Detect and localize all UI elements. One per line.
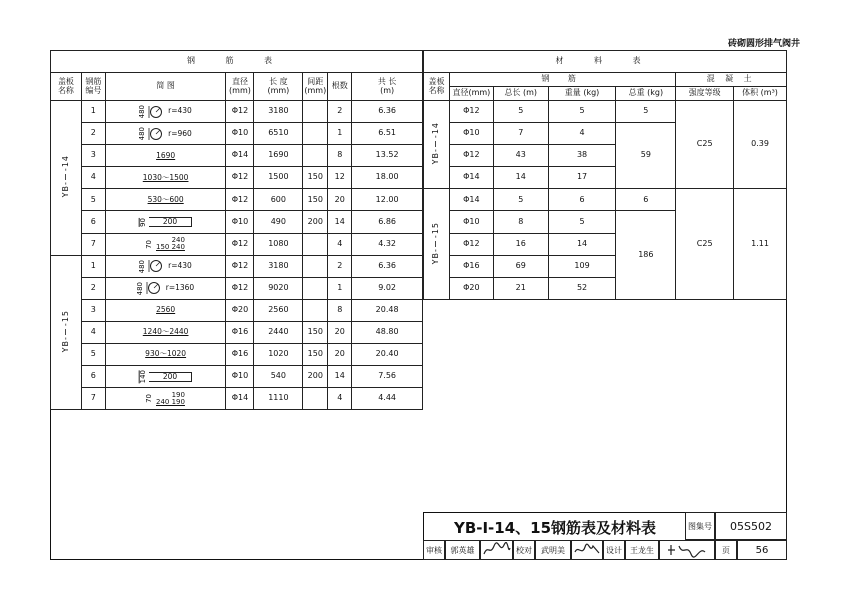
rebar-sketch-cell bbox=[105, 189, 226, 211]
mat-dia-cell: Φ12 bbox=[449, 101, 493, 123]
rebar-sketch bbox=[106, 370, 226, 383]
rebar-spacing-cell: 200 bbox=[303, 366, 328, 388]
mat-dia-cell: Φ12 bbox=[449, 145, 493, 167]
rebar-sketch-cell bbox=[105, 366, 226, 388]
mat-grade-cell: C25 bbox=[676, 101, 734, 189]
rebar-row bbox=[51, 299, 423, 321]
rebar-sketch-cell bbox=[105, 233, 226, 255]
title-block bbox=[423, 512, 787, 560]
rebar-count-cell: 4 bbox=[328, 233, 352, 255]
sketch-top-label: 240 bbox=[171, 236, 185, 245]
sketch-height-label: 480 bbox=[138, 126, 147, 141]
rebar-total-cell: 4.32 bbox=[352, 233, 423, 255]
mat-dia-cell: Φ12 bbox=[449, 233, 493, 255]
sketch-radius-label: r=430 bbox=[168, 106, 192, 116]
rebar-row bbox=[51, 255, 423, 277]
rebar-sketch-cell bbox=[105, 344, 226, 366]
mat-hdr-concrete: 混 凝 土 bbox=[676, 73, 787, 87]
rebar-no-cell: 6 bbox=[81, 366, 105, 388]
hdr-total: 共 长 (m) bbox=[352, 73, 423, 101]
mat-len-cell: 14 bbox=[493, 167, 548, 189]
rebar-count-cell: 14 bbox=[328, 366, 352, 388]
sketch-leg-label: 70 bbox=[145, 239, 154, 249]
rebar-len-cell: 1690 bbox=[254, 145, 303, 167]
rebar-spacing-cell: 150 bbox=[303, 344, 328, 366]
rebar-spacing-cell bbox=[303, 123, 328, 145]
mat-hdr-weight: 重量 (kg) bbox=[548, 87, 616, 101]
rebar-sketch bbox=[106, 174, 226, 182]
rebar-no-cell: 5 bbox=[81, 189, 105, 211]
mat-len-cell: 7 bbox=[493, 123, 548, 145]
rebar-row bbox=[51, 211, 423, 233]
mat-weight-cell: 4 bbox=[548, 123, 616, 145]
rebar-len-cell: 1020 bbox=[254, 344, 303, 366]
rebar-count-cell: 20 bbox=[328, 189, 352, 211]
rebar-sketch-cell bbox=[105, 321, 226, 343]
sketch-leg-label: 70 bbox=[145, 394, 154, 404]
rebar-sketch bbox=[106, 306, 226, 314]
rebar-spacing-cell bbox=[303, 145, 328, 167]
sketch-length-label: 1240～2440 bbox=[142, 327, 189, 337]
mat-dia-cell: Φ20 bbox=[449, 277, 493, 299]
rebar-no-cell: 6 bbox=[81, 211, 105, 233]
rebar-sketch-cell bbox=[105, 101, 226, 123]
mat-dia-cell: Φ14 bbox=[449, 167, 493, 189]
sketch-length-label: 200 bbox=[149, 372, 192, 382]
corner-title: 砖砌圆形排气阀井 bbox=[727, 39, 800, 49]
mat-hdr-slab: 盖板 名称 bbox=[424, 73, 450, 101]
rebar-dia-cell: Φ12 bbox=[226, 189, 254, 211]
rebar-count-cell: 20 bbox=[328, 321, 352, 343]
rebar-sketch-cell bbox=[105, 388, 226, 410]
rebar-len-cell: 1110 bbox=[254, 388, 303, 410]
mat-grade-cell: C25 bbox=[676, 189, 734, 299]
sketch-length-label: 930～1020 bbox=[145, 349, 187, 359]
rebar-sketch bbox=[106, 196, 226, 204]
rebar-dia-cell: Φ10 bbox=[226, 366, 254, 388]
rebar-total-cell: 7.56 bbox=[352, 366, 423, 388]
rebar-dia-cell: Φ12 bbox=[226, 167, 254, 189]
rebar-sketch bbox=[106, 127, 226, 141]
rebar-sketch bbox=[106, 328, 226, 336]
mat-total-weight-cell: 186 bbox=[616, 211, 676, 299]
sketch-length-label: 530～600 bbox=[147, 194, 184, 204]
rebar-spacing-cell: 150 bbox=[303, 167, 328, 189]
rebar-spacing-cell bbox=[303, 255, 328, 277]
rebar-total-cell: 6.36 bbox=[352, 255, 423, 277]
rebar-sketch bbox=[106, 281, 226, 295]
rebar-total-cell: 4.44 bbox=[352, 388, 423, 410]
sketch-leg-label: 140 bbox=[139, 369, 148, 384]
ring-bar-icon bbox=[146, 281, 162, 295]
rebar-count-cell: 4 bbox=[328, 388, 352, 410]
rebar-total-cell: 6.36 bbox=[352, 101, 423, 123]
rebar-sketch-cell bbox=[105, 277, 226, 299]
rebar-spacing-cell: 200 bbox=[303, 211, 328, 233]
rebar-dia-cell: Φ16 bbox=[226, 321, 254, 343]
sketch-radius-label: r=430 bbox=[168, 261, 192, 271]
atlas-number: 05S502 bbox=[715, 512, 787, 540]
designer-name: 王龙生 bbox=[625, 540, 659, 560]
rebar-no-cell: 2 bbox=[81, 123, 105, 145]
rebar-row bbox=[51, 233, 423, 255]
rebar-sketch bbox=[106, 217, 226, 227]
mat-dia-cell: Φ16 bbox=[449, 255, 493, 277]
mat-weight-cell: 52 bbox=[548, 277, 616, 299]
sketch-height-label: 480 bbox=[138, 259, 147, 273]
hook-bar-dims bbox=[156, 237, 185, 251]
rebar-total-cell: 20.48 bbox=[352, 299, 423, 321]
hdr-count: 根数 bbox=[328, 73, 352, 101]
rebar-count-cell: 2 bbox=[328, 101, 352, 123]
rebar-count-cell: 8 bbox=[328, 299, 352, 321]
rebar-row bbox=[51, 388, 423, 410]
rebar-sketch bbox=[106, 259, 226, 273]
mat-hdr-grade: 强度等级 bbox=[676, 87, 734, 101]
rebar-no-cell: 5 bbox=[81, 344, 105, 366]
mat-hdr-volume: 体积 (m³) bbox=[734, 87, 787, 101]
mat-hdr-steel: 钢 筋 bbox=[449, 73, 675, 87]
rebar-total-cell: 9.02 bbox=[352, 277, 423, 299]
sketch-radius-label: r=1360 bbox=[165, 283, 195, 293]
hdr-dia: 直径 (mm) bbox=[226, 73, 254, 101]
rebar-no-cell: 2 bbox=[81, 277, 105, 299]
page-number: 56 bbox=[737, 540, 787, 560]
rebar-dia-cell: Φ16 bbox=[226, 344, 254, 366]
rebar-len-cell: 3180 bbox=[254, 255, 303, 277]
rebar-count-cell: 1 bbox=[328, 123, 352, 145]
hdr-spacing: 间距 (mm) bbox=[303, 73, 328, 101]
mat-hdr-total-weight: 总重 (kg) bbox=[616, 87, 676, 101]
designer-signature-scribble bbox=[665, 542, 709, 558]
checker-name: 武明美 bbox=[535, 540, 571, 560]
mat-len-cell: 69 bbox=[493, 255, 548, 277]
mat-volume-cell: 0.39 bbox=[734, 101, 787, 189]
rebar-count-cell: 14 bbox=[328, 211, 352, 233]
drawing-title: YB-Ⅰ-14、15钢筋表及材料表 bbox=[423, 512, 686, 541]
rebar-count-cell: 2 bbox=[328, 255, 352, 277]
sketch-length-label: 1690 bbox=[156, 150, 176, 160]
rebar-dia-cell: Φ14 bbox=[226, 145, 254, 167]
rebar-count-cell: 20 bbox=[328, 344, 352, 366]
sketch-bottom-label: 150 240 bbox=[156, 243, 185, 252]
sketch-length-label: 1030～1500 bbox=[142, 172, 189, 182]
rebar-total-cell: 13.52 bbox=[352, 145, 423, 167]
mat-total-weight-cell: 6 bbox=[616, 189, 676, 211]
rebar-dia-cell: Φ10 bbox=[226, 211, 254, 233]
rebar-header-row bbox=[51, 73, 423, 101]
rebar-total-cell: 12.00 bbox=[352, 189, 423, 211]
rebar-sketch bbox=[106, 152, 226, 160]
slab-name-label: YB-Ⅰ-15 bbox=[60, 309, 70, 353]
rebar-len-cell: 6510 bbox=[254, 123, 303, 145]
rebar-len-cell: 1080 bbox=[254, 233, 303, 255]
rebar-group-name bbox=[51, 255, 82, 410]
rebar-spacing-cell bbox=[303, 233, 328, 255]
mat-len-cell: 5 bbox=[493, 101, 548, 123]
rebar-no-cell: 3 bbox=[81, 299, 105, 321]
rebar-len-cell: 540 bbox=[254, 366, 303, 388]
rebar-dia-cell: Φ12 bbox=[226, 277, 254, 299]
rebar-count-cell: 8 bbox=[328, 145, 352, 167]
rebar-no-cell: 1 bbox=[81, 255, 105, 277]
rebar-sketch-cell bbox=[105, 167, 226, 189]
rebar-len-cell: 3180 bbox=[254, 101, 303, 123]
reviewer-signature bbox=[480, 540, 513, 560]
mat-weight-cell: 17 bbox=[548, 167, 616, 189]
rebar-total-cell: 48.80 bbox=[352, 321, 423, 343]
material-table-title: 材 料 表 bbox=[424, 51, 787, 73]
rebar-spacing-cell bbox=[303, 101, 328, 123]
mat-hdr-dia: 直径(mm) bbox=[449, 87, 493, 101]
material-row bbox=[424, 101, 787, 123]
hook-bar-dims bbox=[156, 392, 185, 406]
mat-total-weight-cell: 5 bbox=[616, 101, 676, 123]
rebar-sketch-cell bbox=[105, 211, 226, 233]
rebar-dia-cell: Φ12 bbox=[226, 101, 254, 123]
material-row bbox=[424, 189, 787, 211]
designer-signature bbox=[659, 540, 715, 560]
rebar-spacing-cell: 150 bbox=[303, 321, 328, 343]
rebar-no-cell: 1 bbox=[81, 101, 105, 123]
design-label: 设计 bbox=[603, 540, 625, 560]
rebar-sketch bbox=[106, 237, 226, 251]
ring-bar-icon bbox=[148, 105, 164, 119]
rebar-table bbox=[50, 50, 423, 410]
page-label: 页 bbox=[715, 540, 737, 560]
rebar-dia-cell: Φ10 bbox=[226, 123, 254, 145]
checker-signature bbox=[571, 540, 603, 560]
rebar-no-cell: 3 bbox=[81, 145, 105, 167]
rebar-count-cell: 1 bbox=[328, 277, 352, 299]
ring-bar-icon bbox=[148, 127, 164, 141]
rebar-no-cell: 7 bbox=[81, 233, 105, 255]
rebar-no-cell: 7 bbox=[81, 388, 105, 410]
rebar-len-cell: 2560 bbox=[254, 299, 303, 321]
mat-len-cell: 16 bbox=[493, 233, 548, 255]
rebar-len-cell: 2440 bbox=[254, 321, 303, 343]
rebar-table-title: 钢 筋 表 bbox=[51, 51, 423, 73]
mat-hdr-len: 总长 (m) bbox=[493, 87, 548, 101]
rebar-no-cell: 4 bbox=[81, 321, 105, 343]
rebar-total-cell: 20.40 bbox=[352, 344, 423, 366]
rebar-sketch bbox=[106, 105, 226, 119]
mat-weight-cell: 5 bbox=[548, 211, 616, 233]
rebar-sketch-cell bbox=[105, 145, 226, 167]
atlas-label: 图集号 bbox=[685, 512, 715, 540]
rebar-spacing-cell bbox=[303, 299, 328, 321]
mat-dia-cell: Φ10 bbox=[449, 123, 493, 145]
rebar-row bbox=[51, 101, 423, 123]
rebar-group-name bbox=[51, 101, 82, 256]
checker-signature-scribble bbox=[573, 542, 601, 558]
rebar-sketch-cell bbox=[105, 255, 226, 277]
rebar-count-cell: 12 bbox=[328, 167, 352, 189]
mat-len-cell: 5 bbox=[493, 189, 548, 211]
sketch-height-label: 480 bbox=[136, 281, 145, 295]
rebar-row bbox=[51, 167, 423, 189]
rebar-row bbox=[51, 189, 423, 211]
rebar-dia-cell: Φ12 bbox=[226, 233, 254, 255]
material-group-name bbox=[424, 101, 450, 189]
mat-volume-cell: 1.11 bbox=[734, 189, 787, 299]
rebar-sketch-cell bbox=[105, 299, 226, 321]
slab-name-label: YB-Ⅰ-14 bbox=[431, 122, 441, 165]
review-label: 审核 bbox=[423, 540, 445, 560]
mat-weight-cell: 5 bbox=[548, 101, 616, 123]
sketch-leg-label: 90 bbox=[139, 217, 148, 227]
mat-weight-cell: 6 bbox=[548, 189, 616, 211]
mat-total-weight-cell: 59 bbox=[616, 123, 676, 189]
mat-len-cell: 21 bbox=[493, 277, 548, 299]
rebar-spacing-cell: 150 bbox=[303, 189, 328, 211]
slab-name-label: YB-Ⅰ-15 bbox=[431, 221, 441, 264]
mat-dia-cell: Φ14 bbox=[449, 189, 493, 211]
mat-weight-cell: 109 bbox=[548, 255, 616, 277]
rebar-spacing-cell bbox=[303, 388, 328, 410]
rebar-row bbox=[51, 145, 423, 167]
rebar-len-cell: 1500 bbox=[254, 167, 303, 189]
mat-len-cell: 43 bbox=[493, 145, 548, 167]
rebar-len-cell: 600 bbox=[254, 189, 303, 211]
mat-len-cell: 8 bbox=[493, 211, 548, 233]
sketch-height-label: 480 bbox=[138, 104, 147, 119]
rebar-sketch-cell bbox=[105, 123, 226, 145]
rebar-sketch bbox=[106, 350, 226, 358]
rebar-dia-cell: Φ20 bbox=[226, 299, 254, 321]
hdr-slab: 盖板 名称 bbox=[51, 73, 82, 101]
rebar-no-cell: 4 bbox=[81, 167, 105, 189]
rebar-dia-cell: Φ12 bbox=[226, 255, 254, 277]
hdr-no: 钢筋 编号 bbox=[81, 73, 105, 101]
rebar-spacing-cell bbox=[303, 277, 328, 299]
rebar-row bbox=[51, 123, 423, 145]
sketch-length-label: 2560 bbox=[156, 305, 176, 315]
hdr-len: 长 度 (mm) bbox=[254, 73, 303, 101]
check-label: 校对 bbox=[513, 540, 535, 560]
ring-bar-icon bbox=[148, 259, 164, 273]
hdr-sketch: 简 图 bbox=[105, 73, 226, 101]
rebar-sketch bbox=[106, 392, 226, 406]
rebar-dia-cell: Φ14 bbox=[226, 388, 254, 410]
sketch-bottom-label: 240 190 bbox=[156, 397, 185, 406]
material-group-name bbox=[424, 189, 450, 299]
rebar-total-cell: 6.86 bbox=[352, 211, 423, 233]
rebar-row bbox=[51, 366, 423, 388]
material-table bbox=[423, 50, 787, 300]
mat-weight-cell: 38 bbox=[548, 145, 616, 167]
sketch-radius-label: r=960 bbox=[168, 128, 192, 138]
sketch-top-label: 190 bbox=[171, 390, 185, 399]
rebar-row bbox=[51, 321, 423, 343]
mat-weight-cell: 14 bbox=[548, 233, 616, 255]
rebar-row bbox=[51, 277, 423, 299]
rebar-total-cell: 6.51 bbox=[352, 123, 423, 145]
mat-dia-cell: Φ10 bbox=[449, 211, 493, 233]
rebar-len-cell: 490 bbox=[254, 211, 303, 233]
rebar-row bbox=[51, 344, 423, 366]
reviewer-signature-scribble bbox=[482, 542, 512, 558]
slab-name-label: YB-Ⅰ-14 bbox=[60, 155, 70, 198]
rebar-total-cell: 18.00 bbox=[352, 167, 423, 189]
rebar-len-cell: 9020 bbox=[254, 277, 303, 299]
sketch-length-label: 200 bbox=[149, 217, 192, 227]
reviewer-name: 郭英雄 bbox=[445, 540, 480, 560]
